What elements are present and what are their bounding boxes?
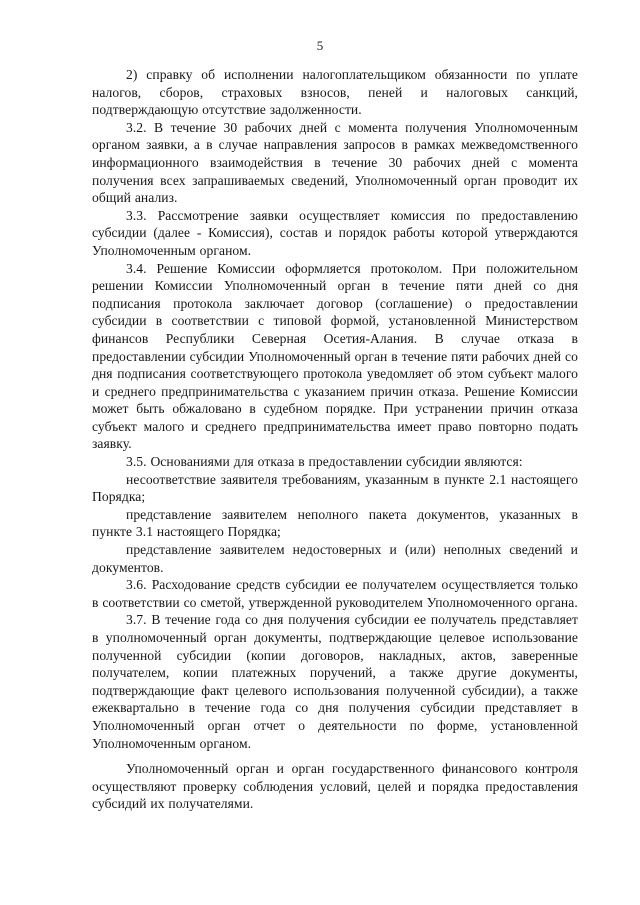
paragraph-3-7: 3.7. В течение года со дня получения субсидии ее получатель представляет в уполномоченный орган документы, подтверждающие целевое использование полученной субсидии (копии договоров, накладных, актов, заверенные получателем, копии платежных поручений, а также другие документы, подтверждающие факт целевого использования полученной субсидии), а также ежеквартально в течение года со дня получения субсидии представляет в Уполномоченный орган отчет о деятельности по форме, установленной Уполномоченным органом.	[92, 612, 578, 751]
paragraph-refusal-ground-2: представление заявителем неполного пакета документов, указанных в пункте 3.1 настоящего Порядка;	[92, 506, 578, 540]
page-number: 5	[316, 38, 324, 53]
document-body	[92, 66, 578, 813]
paragraph-refusal-ground-3: представление заявителем недостоверных и (или) неполных сведений и документов.	[92, 542, 578, 575]
paragraph-3-6: 3.6. Расходование средств субсидии ее получателем осуществляется только в соответствии со сметой, утвержденной руководителем Уполномоченного органа.	[92, 577, 578, 610]
paragraph-3-5: 3.5. Основаниями для отказа в предоставлении субсидии являются:	[126, 454, 523, 470]
paragraph-3-4: 3.4. Решение Комиссии оформляется протоколом. При положительном решении Комиссии Уполномоченный орган в течение пяти дней со дня подписания протокола заключает договор (соглашение) о предоставлении субсидии в соответствии с типовой формой, установленной Министерством финансов Республики Северная Осетия-Алания. В случае отказа в предоставлении субсидии Уполномоченный орган в течение пяти рабочих дней со дня подписания соответствующего протокола уведомляет об этом субъект малого и среднего предпринимательства с указанием причин отказа. Решение Комиссии может быть обжаловано в судебном порядке. При устранении причин отказа субъект малого и среднего предпринимательства имеет право повторно подать заявку.	[92, 260, 578, 452]
paragraph-3-3: 3.3. Рассмотрение заявки осуществляет комиссия по предоставлению субсидии (далее - Комиссия), состав и порядок работы которой утверждаются Уполномоченным органом.	[92, 207, 578, 258]
paragraph-tax-certificate: 2) справку об исполнении налогоплательщиком обязанности по уплате налогов, сборов, страховых взносов, пеней и налоговых санкций, подтверждающую отсутствие задолженности.	[92, 67, 578, 118]
paragraph-refusal-ground-1: несоответствие заявителя требованиям, указанным в пункте 2.1 настоящего Порядка;	[92, 471, 578, 505]
paragraph-control: Уполномоченный орган и орган государственного финансового контроля осуществляют проверку соблюдения условий, целей и порядка предоставления субсидий их получателями.	[92, 761, 578, 812]
paragraph-3-2: 3.2. В течение 30 рабочих дней с момента получения Уполномоченным органом заявки, а в случае направления запросов в рамках межведомственного информационного взаимодействия в течение 30 рабочих дней с момента получения всех запрашиваемых сведений, Уполномоченный орган проводит их общий анализ.	[92, 119, 578, 206]
